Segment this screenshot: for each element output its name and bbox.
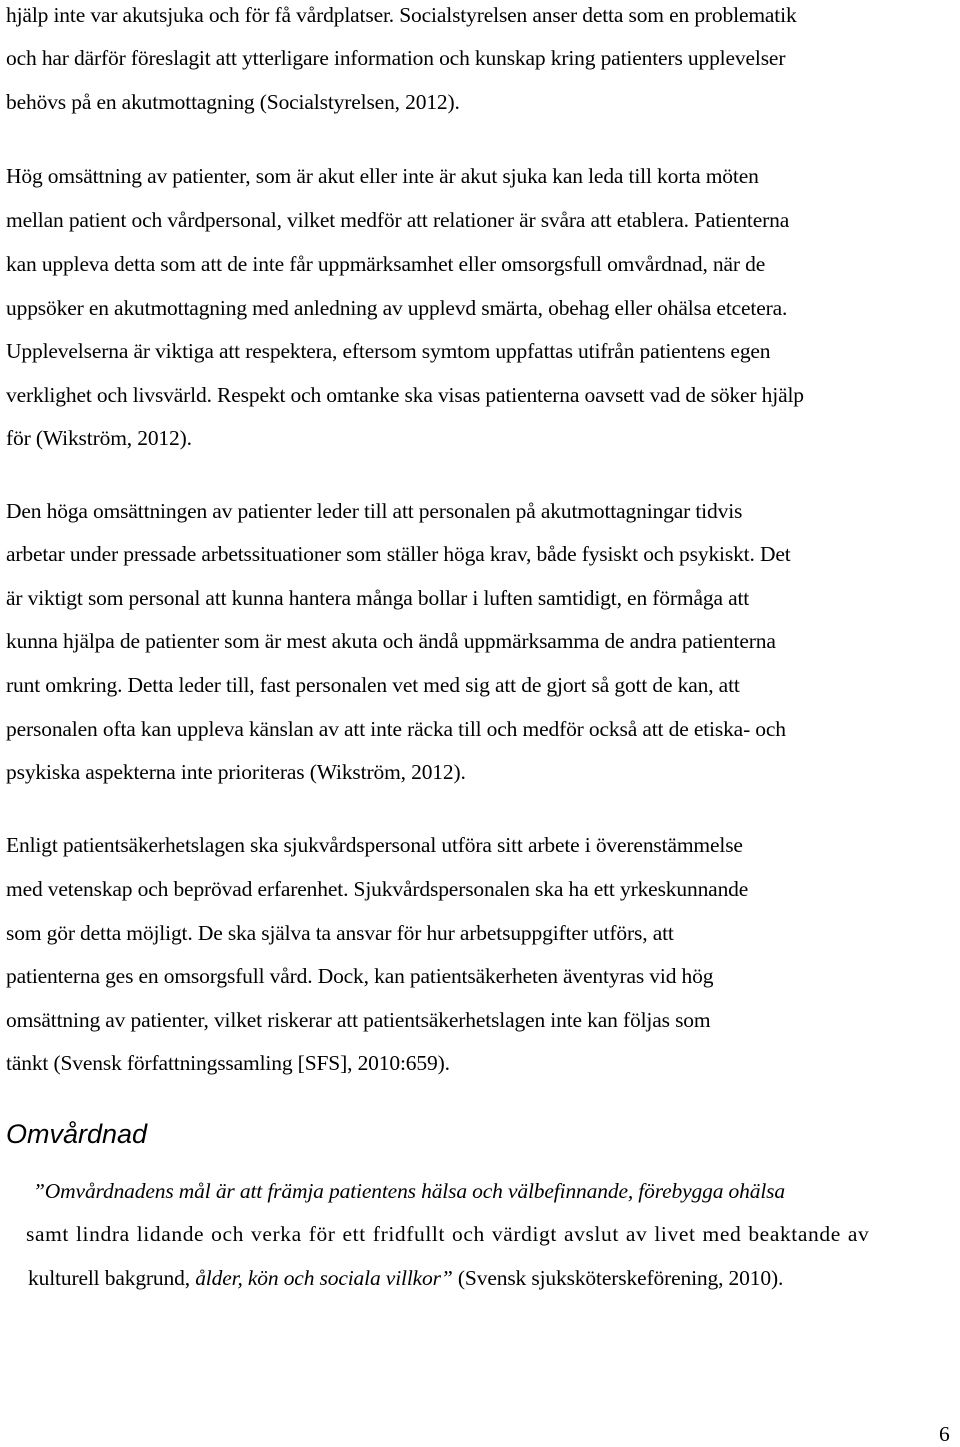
paragraph-line: är viktigt som personal att kunna hantera många bollar i luften samtidigt, en förmåga att xyxy=(6,586,750,610)
paragraph-line: Hög omsättning av patienter, som är akut eller inte är akut sjuka kan leda till korta möten xyxy=(6,164,759,188)
paragraph-line: personalen ofta kan uppleva känslan av att inte räcka till och medför också att de etiska- och xyxy=(6,717,786,741)
paragraph-line: runt omkring. Detta leder till, fast personalen vet med sig att de gjort så gott de kan, att xyxy=(6,673,740,697)
paragraph-line: Den höga omsättningen av patienter leder till att personalen på akutmottagningar tidvis xyxy=(6,499,743,523)
paragraph-line: arbetar under pressade arbetssituationer som ställer höga krav, både fysiskt och psykiskt. Det xyxy=(6,542,791,566)
paragraph-line: verklighet och livsvärld. Respekt och omtanke ska visas patienterna oavsett vad de söker hjälp xyxy=(6,383,804,407)
quote-line: samt lindra lidande och verka för ett fridfullt och värdigt avslut av livet med beaktande av xyxy=(26,1222,870,1246)
paragraph-line: som gör detta möjligt. De ska själva ta ansvar för hur arbetsuppgifter utförs, att xyxy=(6,921,674,945)
paragraph-line: patienterna ges en omsorgsfull vård. Dock, kan patientsäkerheten äventyras vid hög xyxy=(6,964,714,988)
paragraph-line: för (Wikström, 2012). xyxy=(6,426,192,450)
paragraph-line: hjälp inte var akutsjuka och för få vårdplatser. Socialstyrelsen anser detta som en problematik xyxy=(6,3,797,27)
quote-text: kulturell bakgrund, xyxy=(28,1266,196,1290)
paragraph-line: kunna hjälpa de patienter som är mest akuta och ändå uppmärksamma de andra patienterna xyxy=(6,629,776,653)
paragraph-line: psykiska aspekterna inte prioriteras (Wikström, 2012). xyxy=(6,760,466,784)
quote-line: ”Omvårdnadens mål är att främja patientens hälsa och välbefinnande, förebygga ohälsa xyxy=(33,1179,785,1203)
quote-citation: (Svensk sjuksköterskeförening, 2010). xyxy=(452,1266,784,1290)
paragraph-line: Upplevelserna är viktiga att respektera, eftersom symtom uppfattas utifrån patientens egen xyxy=(6,339,771,363)
paragraph-line: med vetenskap och beprövad erfarenhet. Sjukvårdspersonalen ska ha ett yrkeskunnande xyxy=(6,877,749,901)
quote-line xyxy=(28,1265,783,1291)
paragraph-line: omsättning av patienter, vilket riskerar att patientsäkerhetslagen inte kan följas som xyxy=(6,1008,711,1032)
paragraph-line: kan uppleva detta som att de inte får uppmärksamhet eller omsorgsfull omvårdnad, när de xyxy=(6,252,766,276)
paragraph-line: och har därför föreslagit att ytterligare information och kunskap kring patienters upplevelser xyxy=(6,46,786,70)
paragraph-line: tänkt (Svensk författningssamling [SFS], 2010:659). xyxy=(6,1051,450,1075)
quote-italic-text: ålder, kön och sociala villkor” xyxy=(195,1266,453,1290)
paragraph-line: behövs på en akutmottagning (Socialstyrelsen, 2012). xyxy=(6,90,460,114)
paragraph-line: mellan patient och vårdpersonal, vilket medför att relationer är svåra att etablera. Patienterna xyxy=(6,208,790,232)
paragraph-line: uppsöker en akutmottagning med anledning av upplevd smärta, obehag eller ohälsa etcetera. xyxy=(6,296,788,320)
section-heading: Omvårdnad xyxy=(6,1119,148,1149)
page-number: 6 xyxy=(939,1422,950,1446)
paragraph-line: Enligt patientsäkerhetslagen ska sjukvårdspersonal utföra sitt arbete i överenstämmelse xyxy=(6,833,743,857)
